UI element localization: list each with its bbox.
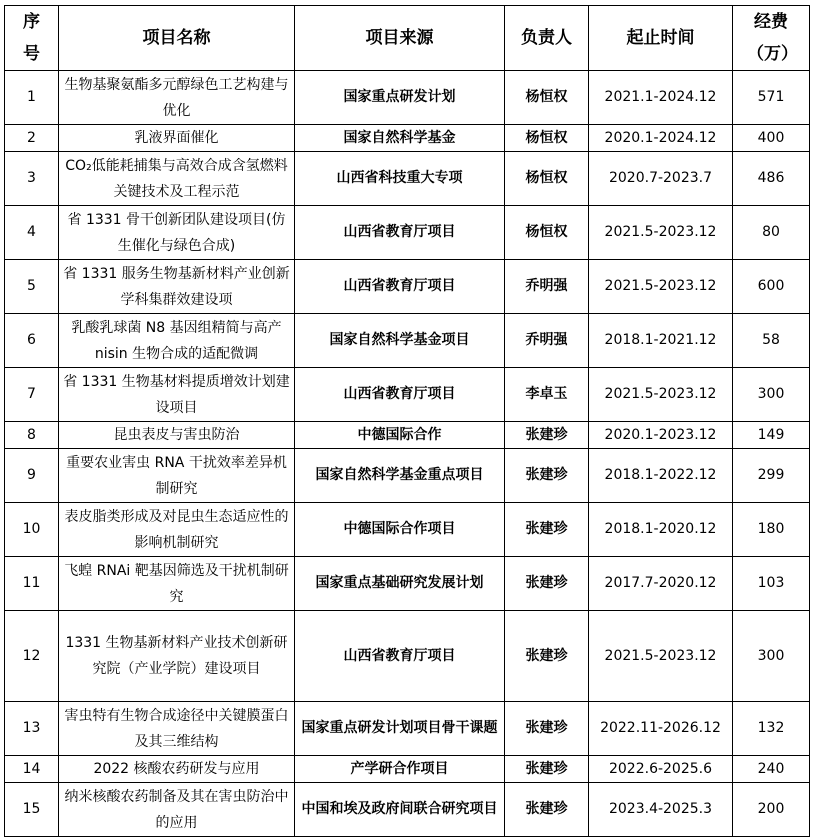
table-body: [5, 71, 810, 837]
table-row: [5, 314, 810, 368]
cell-project-source: 山西省教育厅项目: [295, 260, 505, 314]
cell-period: 2020.1-2024.12: [589, 125, 733, 152]
cell-lead: 李卓玉: [505, 368, 589, 422]
table-row: [5, 71, 810, 125]
table-row: [5, 422, 810, 449]
cell-project-name: 重要农业害虫 RNA 干扰效率差异机制研究: [59, 449, 295, 503]
cell-lead: 张建珍: [505, 702, 589, 756]
cell-index: 13: [5, 702, 59, 756]
cell-project-name: 乳酸乳球菌 N8 基因组精简与高产 nisin 生物合成的适配微调: [59, 314, 295, 368]
cell-funding: 486: [733, 152, 810, 206]
cell-project-name: 生物基聚氨酯多元醇绿色工艺构建与优化: [59, 71, 295, 125]
cell-project-name: 省 1331 生物基材料提质增效计划建设项目: [59, 368, 295, 422]
cell-index: 7: [5, 368, 59, 422]
cell-funding: 240: [733, 756, 810, 783]
cell-project-source: 国家自然科学基金重点项目: [295, 449, 505, 503]
cell-project-source: 国家自然科学基金: [295, 125, 505, 152]
table-row: [5, 125, 810, 152]
cell-index: 1: [5, 71, 59, 125]
cell-lead: 张建珍: [505, 783, 589, 837]
cell-lead: 杨恒权: [505, 206, 589, 260]
cell-period: 2022.11-2026.12: [589, 702, 733, 756]
cell-lead: 张建珍: [505, 557, 589, 611]
cell-index: 4: [5, 206, 59, 260]
cell-period: 2020.1-2023.12: [589, 422, 733, 449]
table-row: [5, 260, 810, 314]
cell-funding: 300: [733, 368, 810, 422]
header-project-name: 项目名称: [59, 6, 295, 71]
cell-project-source: 国家自然科学基金项目: [295, 314, 505, 368]
cell-funding: 571: [733, 71, 810, 125]
cell-funding: 400: [733, 125, 810, 152]
cell-project-name: 飞蝗 RNAi 靶基因筛选及干扰机制研究: [59, 557, 295, 611]
table-row: [5, 783, 810, 837]
cell-project-name: 1331 生物基新材料产业技术创新研究院（产业学院）建设项目: [59, 611, 295, 702]
table-row: [5, 206, 810, 260]
cell-lead: 乔明强: [505, 260, 589, 314]
table-row: [5, 756, 810, 783]
cell-period: 2018.1-2020.12: [589, 503, 733, 557]
cell-project-name: CO₂低能耗捕集与高效合成含氢燃料关键技术及工程示范: [59, 152, 295, 206]
cell-lead: 杨恒权: [505, 71, 589, 125]
cell-period: 2021.5-2023.12: [589, 206, 733, 260]
cell-project-source: 国家重点研发计划: [295, 71, 505, 125]
cell-period: 2018.1-2021.12: [589, 314, 733, 368]
cell-index: 15: [5, 783, 59, 837]
table-row: [5, 152, 810, 206]
table-row: [5, 503, 810, 557]
cell-project-name: 省 1331 骨干创新团队建设项目(仿生催化与绿色合成): [59, 206, 295, 260]
cell-funding: 80: [733, 206, 810, 260]
cell-lead: 张建珍: [505, 422, 589, 449]
cell-project-source: 产学研合作项目: [295, 756, 505, 783]
header-row: [5, 6, 810, 71]
header-project-source: 项目来源: [295, 6, 505, 71]
cell-funding: 58: [733, 314, 810, 368]
cell-lead: 杨恒权: [505, 152, 589, 206]
cell-project-source: 山西省科技重大专项: [295, 152, 505, 206]
cell-project-name: 省 1331 服务生物基新材料产业创新学科集群效建设项: [59, 260, 295, 314]
cell-funding: 132: [733, 702, 810, 756]
cell-project-source: 中德国际合作项目: [295, 503, 505, 557]
cell-project-source: 山西省教育厅项目: [295, 611, 505, 702]
table-row: [5, 702, 810, 756]
cell-funding: 103: [733, 557, 810, 611]
cell-lead: 张建珍: [505, 449, 589, 503]
cell-index: 12: [5, 611, 59, 702]
cell-project-source: 山西省教育厅项目: [295, 368, 505, 422]
cell-index: 14: [5, 756, 59, 783]
cell-period: 2021.1-2024.12: [589, 71, 733, 125]
header-index: 序号: [5, 6, 59, 71]
cell-index: 9: [5, 449, 59, 503]
projects-table: [4, 5, 810, 837]
cell-project-source: 山西省教育厅项目: [295, 206, 505, 260]
cell-project-source: 国家重点研发计划项目骨干课题: [295, 702, 505, 756]
header-period: 起止时间: [589, 6, 733, 71]
cell-index: 3: [5, 152, 59, 206]
cell-period: 2021.5-2023.12: [589, 368, 733, 422]
cell-period: 2022.6-2025.6: [589, 756, 733, 783]
table-row: [5, 557, 810, 611]
cell-index: 11: [5, 557, 59, 611]
cell-project-name: 2022 核酸农药研发与应用: [59, 756, 295, 783]
cell-project-name: 表皮脂类形成及对昆虫生态适应性的影响机制研究: [59, 503, 295, 557]
cell-period: 2020.7-2023.7: [589, 152, 733, 206]
cell-period: 2023.4-2025.3: [589, 783, 733, 837]
header-lead: 负责人: [505, 6, 589, 71]
cell-period: 2021.5-2023.12: [589, 611, 733, 702]
cell-lead: 张建珍: [505, 756, 589, 783]
table-row: [5, 611, 810, 702]
cell-project-source: 中国和埃及政府间联合研究项目: [295, 783, 505, 837]
cell-funding: 300: [733, 611, 810, 702]
cell-funding: 180: [733, 503, 810, 557]
cell-funding: 600: [733, 260, 810, 314]
cell-index: 10: [5, 503, 59, 557]
header-funding: 经费（万）: [733, 6, 810, 71]
cell-period: 2021.5-2023.12: [589, 260, 733, 314]
cell-lead: 张建珍: [505, 503, 589, 557]
table-row: [5, 449, 810, 503]
cell-project-source: 国家重点基础研究发展计划: [295, 557, 505, 611]
cell-index: 8: [5, 422, 59, 449]
cell-index: 6: [5, 314, 59, 368]
table-row: [5, 368, 810, 422]
cell-funding: 200: [733, 783, 810, 837]
cell-project-name: 纳米核酸农药制备及其在害虫防治中的应用: [59, 783, 295, 837]
cell-index: 5: [5, 260, 59, 314]
cell-project-name: 昆虫表皮与害虫防治: [59, 422, 295, 449]
cell-funding: 299: [733, 449, 810, 503]
cell-project-source: 中德国际合作: [295, 422, 505, 449]
cell-lead: 张建珍: [505, 611, 589, 702]
cell-lead: 乔明强: [505, 314, 589, 368]
cell-lead: 杨恒权: [505, 125, 589, 152]
cell-period: 2017.7-2020.12: [589, 557, 733, 611]
cell-index: 2: [5, 125, 59, 152]
cell-funding: 149: [733, 422, 810, 449]
cell-period: 2018.1-2022.12: [589, 449, 733, 503]
cell-project-name: 害虫特有生物合成途径中关键膜蛋白及其三维结构: [59, 702, 295, 756]
cell-project-name: 乳液界面催化: [59, 125, 295, 152]
